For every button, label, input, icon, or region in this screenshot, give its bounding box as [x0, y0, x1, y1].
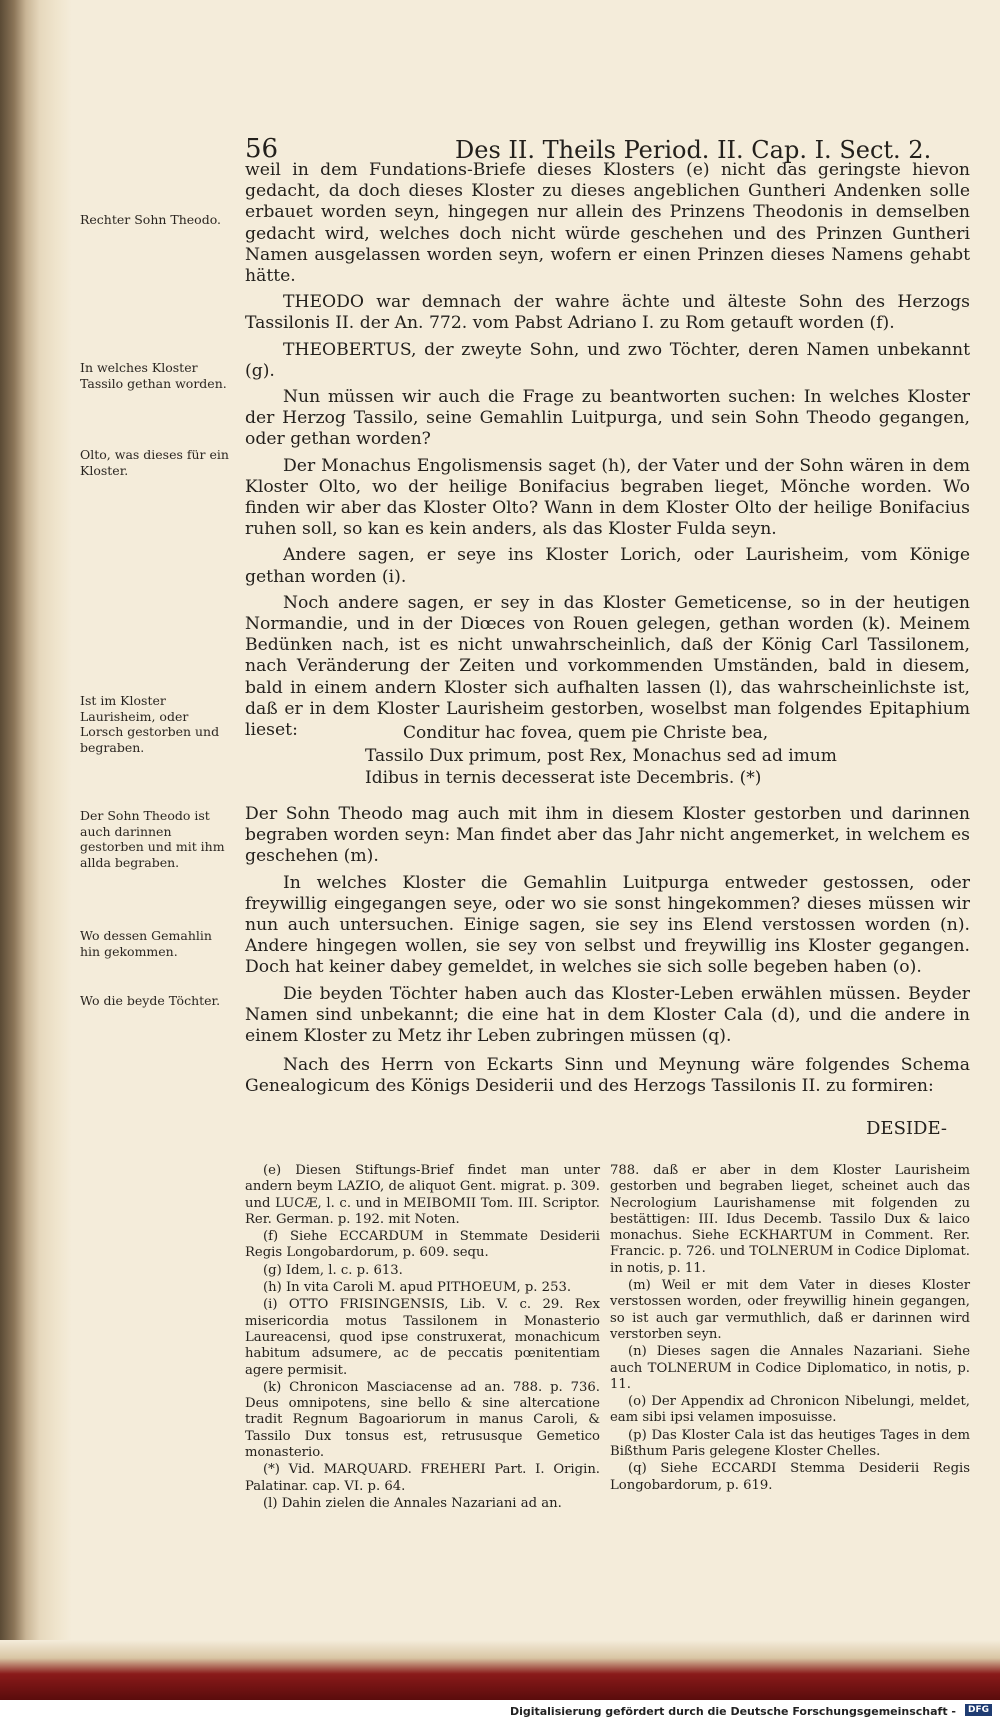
paragraph: THEOBERTUS, der zweyte Sohn, und zwo Töchter, deren Namen unbekannt (g). — [245, 339, 970, 381]
margin-note: In welches Kloster Tassilo gethan worden. — [80, 360, 227, 391]
footnote: (*) Vid. MARQUARD. FREHERI Part. I. Origin. Palatinar. cap. VI. p. 64. — [245, 1462, 600, 1494]
footnote: (n) Dieses sagen die Annales Nazariani. Siehe auch TOLNERUM in Codice Diplomatico, in notis, p. 11. — [610, 1344, 970, 1392]
margin-note: Rechter Sohn Theodo. — [80, 212, 221, 227]
paragraph: In welches Kloster die Gemahlin Luitpurga entweder gestossen, oder freywillig eingegangen seye, oder wo sie sonst hingekommen? dieses müssen wir nun auch untersuchen. Einige sagen, sie sey ins Elend verstossen worden (n). Andere hingegen wollen, sie sey von selbst und freywillig ins Kloster gegangen. Doch hat keiner dabey gemeldet, in welches sie sich solle begeben haben (o). — [245, 872, 970, 978]
footnote: (e) Diesen Stiftungs-Brief findet man unter andern beym LAZIO, de aliquot Gent. migrat. p. 309. und LUCÆ, l. c. und in MEIBOMII Tom. III. Scriptor. Rer. German. p. 192. mit Noten. — [245, 1163, 600, 1227]
footnote: (i) OTTO FRISINGENSIS, Lib. V. c. 29. Rex misericordia motus Tassilonem in Monasterio Laureacensi, quod ipse construxerat, monachicum habitum adsumere, ac de peccatis pœnitentiam agere permisit. — [245, 1297, 600, 1378]
footnote: (g) Idem, l. c. p. 613. — [263, 1262, 403, 1278]
paragraph: Nun müssen wir auch die Frage zu beantworten suchen: In welches Kloster der Herzog Tassilo, seine Gemahlin Luitpurga, und sein Sohn Theodo gegangen, oder gethan worden? — [245, 387, 970, 450]
footnote: (k) Chronicon Masciacense ad an. 788. p. 736. Deus omnipotens, sine bello & sine altercatione tradit Regnum Bagoariorum in manus Caroli, & Tassilo Dux tonsus est, retrususque Gemetico monasterio. — [245, 1379, 600, 1461]
footnote: (l) Dahin zielen die Annales Nazariani ad an. — [263, 1495, 562, 1511]
epitaph-line: Tassilo Dux primum, post Rex, Monachus sed ad imum — [365, 745, 837, 766]
epitaph — [365, 722, 925, 790]
book-edge — [0, 0, 72, 1690]
paragraph: Andere sagen, er seye ins Kloster Lorich, oder Laurisheim, vom Könige gethan worden (i). — [245, 545, 970, 587]
footnote: (o) Der Appendix ad Chronicon Nibelungi, meldet, eam sibi ipsi velamen imposuisse. — [610, 1394, 970, 1426]
margin-note: Ist im Kloster Laurisheim, oder Lorsch gestorben und begraben. — [80, 693, 220, 755]
margin-note: Wo die beyde Töchter. — [80, 993, 221, 1008]
paragraph: weil in dem Fundations-Briefe dieses Klosters (e) nicht das geringste hievon gedacht, da doch dieses Kloster zu dieses angeblichen Guntheri Andenken solle erbauet worden seyn, hingegen nur allein des Prinzens Theodonis in demselben gedacht wird, welches doch nicht würde geschehen und des Prinzen Guntheri Namen ausgelassen worden seyn, wofern er einen Prinzen dieses Namens gehabt hätte. — [245, 160, 970, 287]
running-title: Des II. Theils Period. II. Cap. I. Sect. 2. — [455, 136, 932, 164]
margin-note: Olto, was dieses für ein Kloster. — [80, 447, 229, 478]
paragraph: Noch andere sagen, er sey in das Kloster Gemeticense, so in der heutigen Normandie, und in der Diœces von Rouen gelegen, gethan worden (k). Meinem Bedünken nach, ist es nicht unwahrscheinlich, daß der König Carl Tassilonem, nach Veränderung der Zeiten und vorkommenden Umständen, bald in diesem, bald in einem andern Kloster sich aufhalten lassen (l), das wahrscheinlichste ist, daß er in dem Kloster Laurisheim gestorben, woselbst man folgendes Epitaphium lieset: — [245, 592, 970, 741]
paragraph: Der Sohn Theodo mag auch mit ihm in diesem Kloster gestorben und darinnen begraben worden seyn: Man findet aber das Jahr nicht angemerket, in welchem es geschehen (m). — [245, 804, 970, 867]
paragraph: Nach des Herrn von Eckarts Sinn und Meynung wäre folgendes Schema Genealogicum des Königs Desiderii und des Herzogs Tassilonis II. zu formiren: — [245, 1055, 970, 1097]
footnote: (h) In vita Caroli M. apud PITHOEUM, p. 253. — [263, 1280, 572, 1296]
footnote: 788. daß er aber in dem Kloster Laurisheim gestorben und begraben lieget, scheinet auch das Necrologium Laurishamense mit folgenden zu bestättigen: III. Idus Decemb. Tassilo Dux & laico monachus. Siehe ECKHARTUM in Comment. Rer. Francic. p. 726. und TOLNERUM in Codice Diplomat. in notis, p. 11. — [610, 1163, 970, 1276]
footer-credit: Digitalisierung gefördert durch die Deutsche Forschungsgemeinschaft - — [509, 1705, 956, 1718]
dfg-logo: DFG — [965, 1704, 992, 1716]
footnote: (m) Weil er mit dem Vater in dieses Kloster verstossen worden, oder freywillig hinein gegangen, so ist auch gar vermuthlich, daß er darinnen wird verstorben seyn. — [610, 1278, 970, 1342]
page-number: 56 — [245, 134, 279, 164]
margin-note: Der Sohn Theodo ist auch darinnen gestorben und mit ihm allda begraben. — [80, 808, 225, 870]
footnote: (q) Siehe ECCARDI Stemma Desiderii Regis Longobardorum, p. 619. — [610, 1461, 970, 1493]
book-cover-edge — [0, 1640, 1000, 1700]
digitization-footer — [0, 1700, 1000, 1722]
main-text — [245, 160, 970, 746]
epitaph-line: Idibus in ternis decesserat iste Decembris. (*) — [365, 768, 762, 788]
paragraph: THEODO war demnach der wahre ächte und älteste Sohn des Herzogs Tassilonis II. der An. 772. vom Pabst Adriano I. zu Rom getauft worden (f). — [245, 292, 970, 334]
epitaph-line: Conditur hac fovea, quem pie Christe bea, — [403, 723, 769, 743]
catchword: DESIDE- — [866, 1118, 947, 1139]
main-text-continued — [245, 804, 970, 1103]
footnotes-right — [610, 1163, 970, 1495]
footnotes-left — [245, 1163, 600, 1513]
footnote: (f) Siehe ECCARDUM in Stemmate Desiderii Regis Longobardorum, p. 609. sequ. — [245, 1229, 600, 1261]
footnote: (p) Das Kloster Cala ist das heutiges Tages in dem Bißthum Paris gelegene Kloster Chelles. — [610, 1427, 970, 1460]
paragraph: Die beyden Töchter haben auch das Kloster-Leben erwählen müssen. Beyder Namen sind unbekannt; die eine hat in dem Kloster Cala (d), und die andere in einem Kloster zu Metz ihr Leben zubringen müssen (q). — [245, 983, 970, 1047]
paragraph: Der Monachus Engolismensis saget (h), der Vater und der Sohn wären in dem Kloster Olto, wo der heilige Bonifacius begraben lieget, Mönche worden. Wo finden wir aber das Kloster Olto? Wann in dem Kloster Olto der heilige Bonifacius ruhen soll, so kan es kein anders, als das Kloster Fulda seyn. — [245, 455, 970, 540]
margin-note: Wo dessen Gemahlin hin gekommen. — [80, 928, 212, 959]
